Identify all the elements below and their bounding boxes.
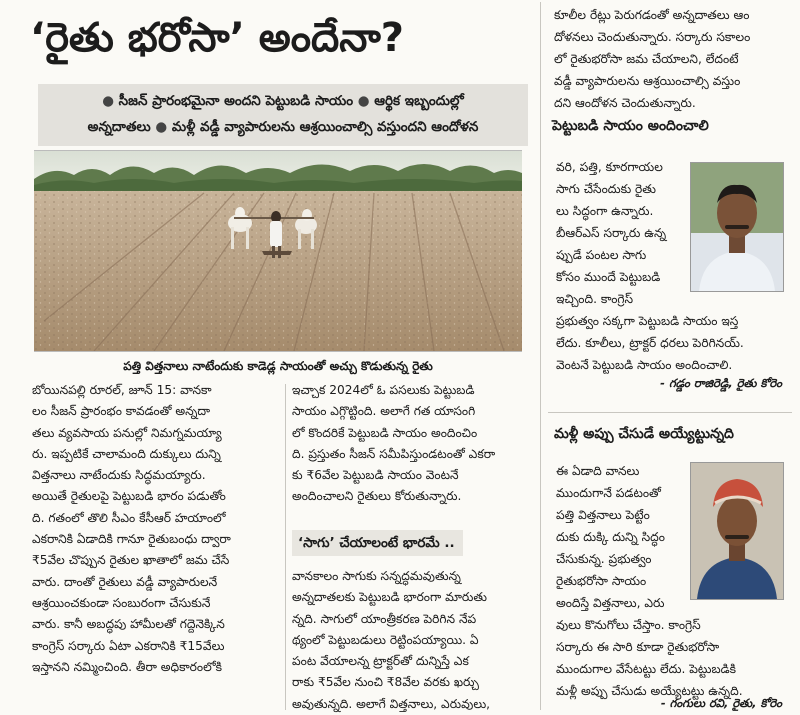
- body-line: లో రైతుభరోసా జమ చేయాలని, లేదంటే: [554, 52, 739, 66]
- quote-box-2-text: [556, 460, 701, 636]
- body-line: ఇచ్చాక 2024లో ఓ పసలుకు పెట్టుబడి: [292, 383, 475, 397]
- quote-line: సర్కారు ఈ సారి కూడా రైతుభరోసా: [556, 640, 720, 654]
- body-line: వానకాలం సాగుకు సన్నద్ధమవుతున్న: [292, 569, 461, 583]
- quote-line: వరి, పత్తి, కూరగాయల: [556, 160, 663, 174]
- quote-box-1-text-full: [556, 310, 782, 376]
- body-line: రాకు ₹5వేల నుంచి ₹8వేల వరకు ఖర్చు: [292, 675, 479, 690]
- photo-caption: పత్తి విత్తనాలు నాటేందుకు కాడెడ్ల సాయంతో అచ్చు కొడుతున్న రైతు: [123, 359, 433, 373]
- article-column-3: [554, 4, 790, 114]
- bullet-icon: ●: [357, 93, 370, 109]
- quote-line: సాగు చేసేందుకు రైతు: [556, 182, 656, 196]
- field-photo-image: [34, 151, 522, 351]
- body-line: అన్నదాతలకు పెట్టుబడి భారంగా మారుతు: [292, 590, 488, 605]
- farmer-portrait-2-image: [691, 463, 783, 599]
- body-line: ₹5వేల చొప్పున రైతుల ఖాతాలో జమ చేసే: [32, 553, 230, 568]
- body-line: సాయం ఎగ్గొట్టింది. అలాగే గత యాసంగి: [292, 404, 476, 419]
- quote-box-1-signature: - గడ్డం రాజిరెడ్డి, రైతు కోరెం: [660, 376, 782, 390]
- quote-line: మళ్లీ అప్పు చేసుడు అయ్యేటట్టు ఉన్నది.: [556, 684, 743, 698]
- quote-line: ముందుగానే పడటంతో: [556, 486, 661, 500]
- body-line: ది. గతంలో తొలి సీఎం కేసీఆర్‌ హయాంలో: [32, 510, 226, 525]
- body-line: ఎకరానికి ఏడాదికి గానూ రైతుబంధు ద్వారా: [32, 532, 231, 547]
- body-line: వారు. దాంతో రైతులు వడ్డీ వ్యాపారులనే: [32, 574, 218, 589]
- quote-line: అందిస్తే విత్తనాలు, ఎరు: [556, 596, 665, 610]
- body-line: దని ఆందోళన చెందుతున్నారు.: [554, 96, 696, 110]
- quote-line: ఇచ్చింది. కాంగ్రెస్‌: [556, 292, 634, 306]
- quote-line: ప్రభుత్వం సక్కగా పెట్టుబడి సాయం ఇస్త: [556, 314, 739, 328]
- bullet-icon: ●: [155, 119, 168, 135]
- quote-line: ముందుగాల వేసేటట్టు లేదు. పెట్టుబడికి: [556, 662, 737, 676]
- body-line: రు. ఇప్పటికే చాలామంది దుక్కులు దున్ని: [32, 446, 221, 461]
- quote-line: ప్పుడే పంటల సాగు: [556, 248, 647, 262]
- body-line: అవుతున్నది. అలాగే విత్తనాలు, ఎరువులు,: [292, 696, 491, 711]
- field-photo: [34, 150, 522, 352]
- column-divider: [540, 2, 541, 710]
- deck-point-1: సీజన్‌ ప్రారంభమైనా అందని పెట్టుబడి సాయం: [118, 93, 354, 109]
- body-line: కాంగ్రెస్‌ సర్కారు ఏటా ఎకరానికి ₹15వేలు: [32, 638, 225, 653]
- deck-line-1: [44, 88, 522, 114]
- farmer-portrait-2: [690, 462, 784, 600]
- farmer-portrait-1-image: [691, 163, 783, 291]
- body-line: వారు. కానీ అబద్ధపు హామీలతో గద్దెనెక్కిన: [32, 617, 225, 632]
- quote-line: లేదు. కూలీలు, ట్రాక్టర్‌ ధరలు పెరిగినయ్‌.: [556, 336, 744, 350]
- quote-line: వెంటనే పెట్టుబడి సాయం అందించాలి.: [556, 358, 733, 372]
- farmer-portrait-1: [690, 162, 784, 292]
- deck-strip: [38, 84, 528, 146]
- deck-point-3: మళ్లీ వడ్డీ వ్యాపారులను ఆశ్రయించాల్సి వస్తుందని ఆందోళన: [171, 119, 479, 135]
- quote-line: బీఆర్‌ఎస్‌ సర్కారు ఉన్న: [556, 226, 667, 240]
- body-line: కూలీల రేట్లు పెరుగడంతో అన్నదాతలు ఆం: [554, 8, 750, 22]
- quote-box-2-signature: - గంగులు రవి, రైతు, కోరెం: [660, 696, 782, 710]
- quote-line: చేసుకున్న. ప్రభుత్వం: [556, 552, 652, 566]
- quote-line: కోసం ముందే పెట్టుబడి: [556, 270, 661, 284]
- quote-line: వులు కొనుగోలు చేస్తాం. కాంగ్రెస్‌: [556, 618, 701, 632]
- body-line: న్నది. సాగులో యాంత్రీకరణ పెరిగిన నేప: [292, 611, 477, 626]
- article-column-2-continued: [292, 566, 532, 715]
- body-line: దోళనలు చెందుతున్నారు. సర్కారు సకాలం: [554, 30, 751, 44]
- body-line: థ్యంలో పెట్టుబడులు రెట్టింపయ్యాయి. ఏ: [292, 632, 479, 647]
- body-line: వడ్డీ వ్యాపారులను ఆశ్రయించాల్సి వస్తుం: [554, 74, 741, 88]
- body-line: కు ₹6వేల పెట్టుబడి సాయం వెంటనే: [292, 468, 459, 483]
- quote-line: ఈ ఏడాది వానలు: [556, 464, 640, 478]
- body-line: పంట వేయాలన్న ట్రాక్టర్‌తో దున్నిస్తే ఎక: [292, 654, 469, 669]
- article-column-2: [292, 380, 532, 508]
- quote-box-2-title: మళ్లీ అప్పు చేసుడే అయ్యేట్టున్నది: [554, 426, 734, 442]
- body-line: విత్తనాలు నాటేందుకు సిద్ధమయ్యారు.: [32, 468, 206, 483]
- body-line: అయితే రైతులపై పెట్టుబడి భారం పడుతోం: [32, 489, 226, 504]
- body-line: ది. ప్రస్తుతం సీజన్‌ సమీపిస్తుండటంతో ఎకరా: [292, 446, 496, 461]
- deck-line-2: [44, 114, 522, 140]
- quote-line: రైతుభరోసా సాయం: [556, 574, 647, 588]
- body-line: లో కొందరికే పెట్టుబడి సాయం అందించిం: [292, 425, 478, 440]
- article-column-1: [32, 380, 280, 678]
- bullet-icon: ●: [102, 93, 114, 109]
- column-divider: [285, 384, 286, 710]
- deck-point-2: ఆర్థిక ఇబ్బందుల్లో: [374, 93, 464, 109]
- body-line: బోయినపల్లి రూరల్‌, జూన్‌ 15: వానకా: [32, 383, 212, 397]
- headline: ‘రైతు భరోసా’ అందేనా?: [30, 15, 405, 61]
- quote-box-1-text: [556, 156, 682, 310]
- body-line: ఇస్తానని నమ్మించింది. తీరా అధికారంలోకి: [32, 659, 223, 674]
- body-line: ఆశ్రయించకుండా సంబురంగా చేసుకునే: [32, 595, 211, 610]
- quote-line: దుకు దుక్కి దున్ని సిద్ధం: [556, 530, 665, 544]
- subheading-cultivation: ‘సాగు’ చేయాలంటే భారమే ..: [292, 530, 463, 556]
- body-line: లం సీజన్‌ ప్రారంభం కావడంతో అన్నదా: [32, 404, 210, 419]
- body-line: తలు వ్యవసాయ పనుల్లో నిమగ్నమయ్యా: [32, 425, 222, 440]
- quote-line: పత్తి విత్తనాలు పెట్టేం: [556, 508, 650, 522]
- quote-box-1-title: పెట్టుబడి సాయం అందించాలి: [552, 118, 709, 134]
- box-divider: [548, 412, 792, 413]
- body-line: అందించాలని రైతులు కోరుతున్నారు.: [292, 489, 462, 504]
- quote-box-2-text-full: [556, 636, 782, 702]
- deck-point-2-cont: అన్నదాతలు: [87, 119, 151, 135]
- quote-line: లు సిద్ధంగా ఉన్నారు.: [556, 204, 654, 218]
